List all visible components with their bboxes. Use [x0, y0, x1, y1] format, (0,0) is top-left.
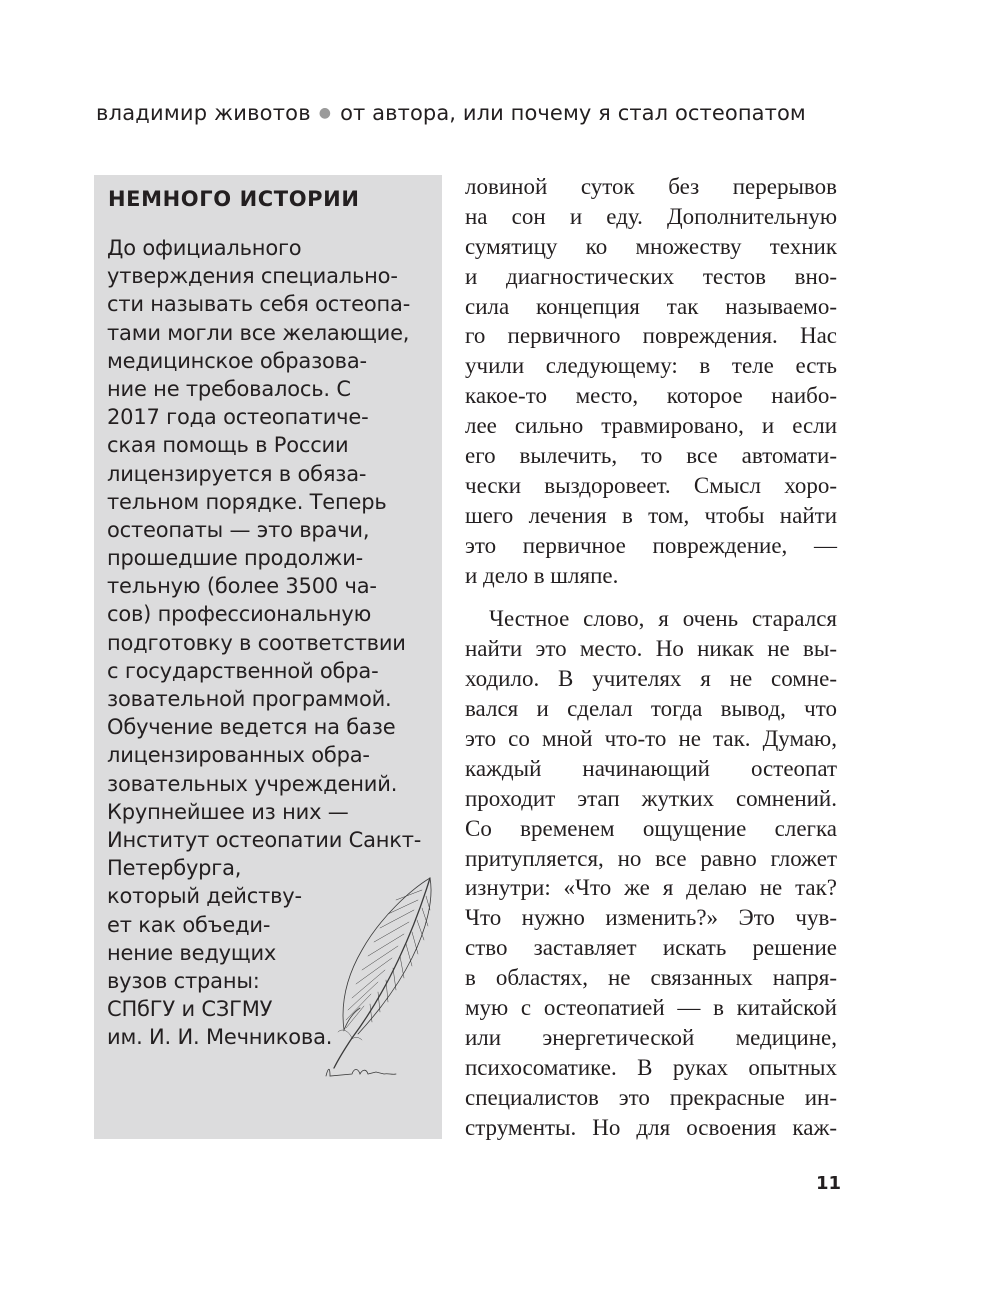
sidebar-line: ская помощь в России: [107, 433, 349, 458]
text-line: лее сильно травмировано, и если: [465, 413, 837, 439]
text-line: шего лечения в том, чтобы найти: [465, 502, 837, 528]
page-number: 11: [816, 1173, 842, 1194]
text-line: его вылечить, то все автомати-: [465, 443, 837, 469]
sidebar-line: утверждения специально-: [107, 264, 398, 289]
text-line: притупляется, но все равно гложет: [465, 845, 837, 871]
sidebar-title: НЕМНОГО ИСТОРИИ: [108, 187, 360, 211]
text-line: или энергетической медицине,: [465, 1024, 837, 1050]
text-line: проходит этап жутких сомнений.: [465, 785, 837, 811]
text-line: ство заставляет искать решение: [465, 935, 837, 961]
text-line: и диагностических тестов вно-: [465, 263, 837, 289]
sidebar-line: остеопаты — это врачи,: [107, 517, 370, 542]
sidebar-line: тельном порядке. Теперь: [107, 489, 387, 514]
text-line: ловиной суток без перерывов: [465, 174, 837, 199]
text-line: учили следующему: в теле есть: [465, 353, 837, 379]
text-line: на сон и еду. Дополнительную: [465, 203, 837, 229]
sidebar-line: сов) профессиональную: [107, 602, 372, 627]
sidebar-line: который действу-: [107, 884, 302, 909]
bullet-separator-icon: ●: [318, 105, 332, 121]
text-line: Что нужно изменить?» Это чув-: [465, 905, 837, 931]
sidebar-line: прошедшие продолжи-: [107, 546, 364, 571]
sidebar-line: сти называть себя остеопа-: [107, 292, 411, 317]
sidebar-line: лицензированных обра-: [107, 743, 370, 768]
text-line: вался и сделал тогда вывод, что: [465, 696, 837, 722]
sidebar-line: подготовку в соответствии: [107, 630, 406, 655]
sidebar-line: зовательных учреждений.: [107, 771, 398, 796]
text-line: чески выздоровеет. Смысл хоро-: [465, 472, 837, 498]
sidebar-line: Петербурга,: [107, 856, 242, 881]
text-line: изнутри: «Что же я делаю не так?: [465, 875, 837, 901]
text-line: это со мной что-то не так. Думаю,: [465, 726, 837, 752]
sidebar-line: вузов страны:: [107, 968, 260, 993]
main-text-column: [465, 172, 845, 1143]
sidebar-line: лицензируется в обяза-: [107, 461, 367, 486]
sidebar-line: 2017 года остеопатиче-: [107, 405, 369, 430]
text-line: го первичного повреждения. Нас: [465, 323, 837, 349]
text-line: найти это место. Но никак не вы-: [465, 636, 837, 662]
sidebar-line: ние не требовалось. С: [107, 376, 351, 401]
text-line: в областях, не связанных напря-: [465, 965, 837, 991]
sidebar-line: Крупнейшее из них —: [107, 799, 349, 824]
sidebar-line: тами могли все желающие,: [107, 320, 410, 345]
text-line: Честное слово, я очень старался: [489, 606, 837, 632]
text-line: специалистов это прекрасные ин-: [465, 1084, 837, 1110]
author-name: владимир животов: [96, 101, 311, 125]
text-line: это первичное повреждение, —: [465, 532, 837, 558]
sidebar-line: медицинское образова-: [107, 348, 367, 373]
text-line: и дело в шляпе.: [465, 562, 619, 588]
text-line: ходило. В учителях я не сомне-: [465, 666, 837, 692]
sidebar-line: им. И. И. Мечникова.: [107, 1025, 333, 1050]
text-line: мую с остеопатией — в китайской: [465, 995, 837, 1021]
text-line: струменты. Но для освоения каж-: [465, 1114, 837, 1140]
sidebar-line: тельную (более 3500 ча-: [107, 574, 377, 599]
sidebar-line: Институт остеопатии Санкт-: [107, 827, 422, 852]
sidebar-line: нение ведущих: [107, 940, 277, 965]
feather-quill-icon: [318, 870, 438, 1095]
sidebar-line: ет как объеди-: [107, 912, 271, 937]
text-line: психосоматике. В руках опытных: [465, 1054, 837, 1080]
text-line: Со временем ощущение слегка: [465, 815, 837, 841]
paragraph-gap: [465, 590, 845, 604]
text-line: сила концепция так называемо-: [465, 293, 837, 319]
sidebar-line: Обучение ведется на базе: [107, 715, 396, 740]
sidebar-line: До официального: [107, 236, 302, 260]
sidebar-line: СПбГУ и СЗГМУ: [107, 997, 273, 1022]
history-sidebar: [94, 175, 442, 1139]
chapter-title: от автора, или почему я стал остеопатом: [340, 101, 806, 125]
text-line: каждый начинающий остеопат: [465, 755, 837, 781]
text-line: какое-то место, которое наибо-: [465, 383, 837, 409]
sidebar-line: с государственной обра-: [107, 658, 379, 683]
text-line: сумятицу ко множеству техник: [465, 233, 837, 259]
running-header: [96, 101, 856, 125]
sidebar-line: зовательной программой.: [107, 687, 392, 711]
